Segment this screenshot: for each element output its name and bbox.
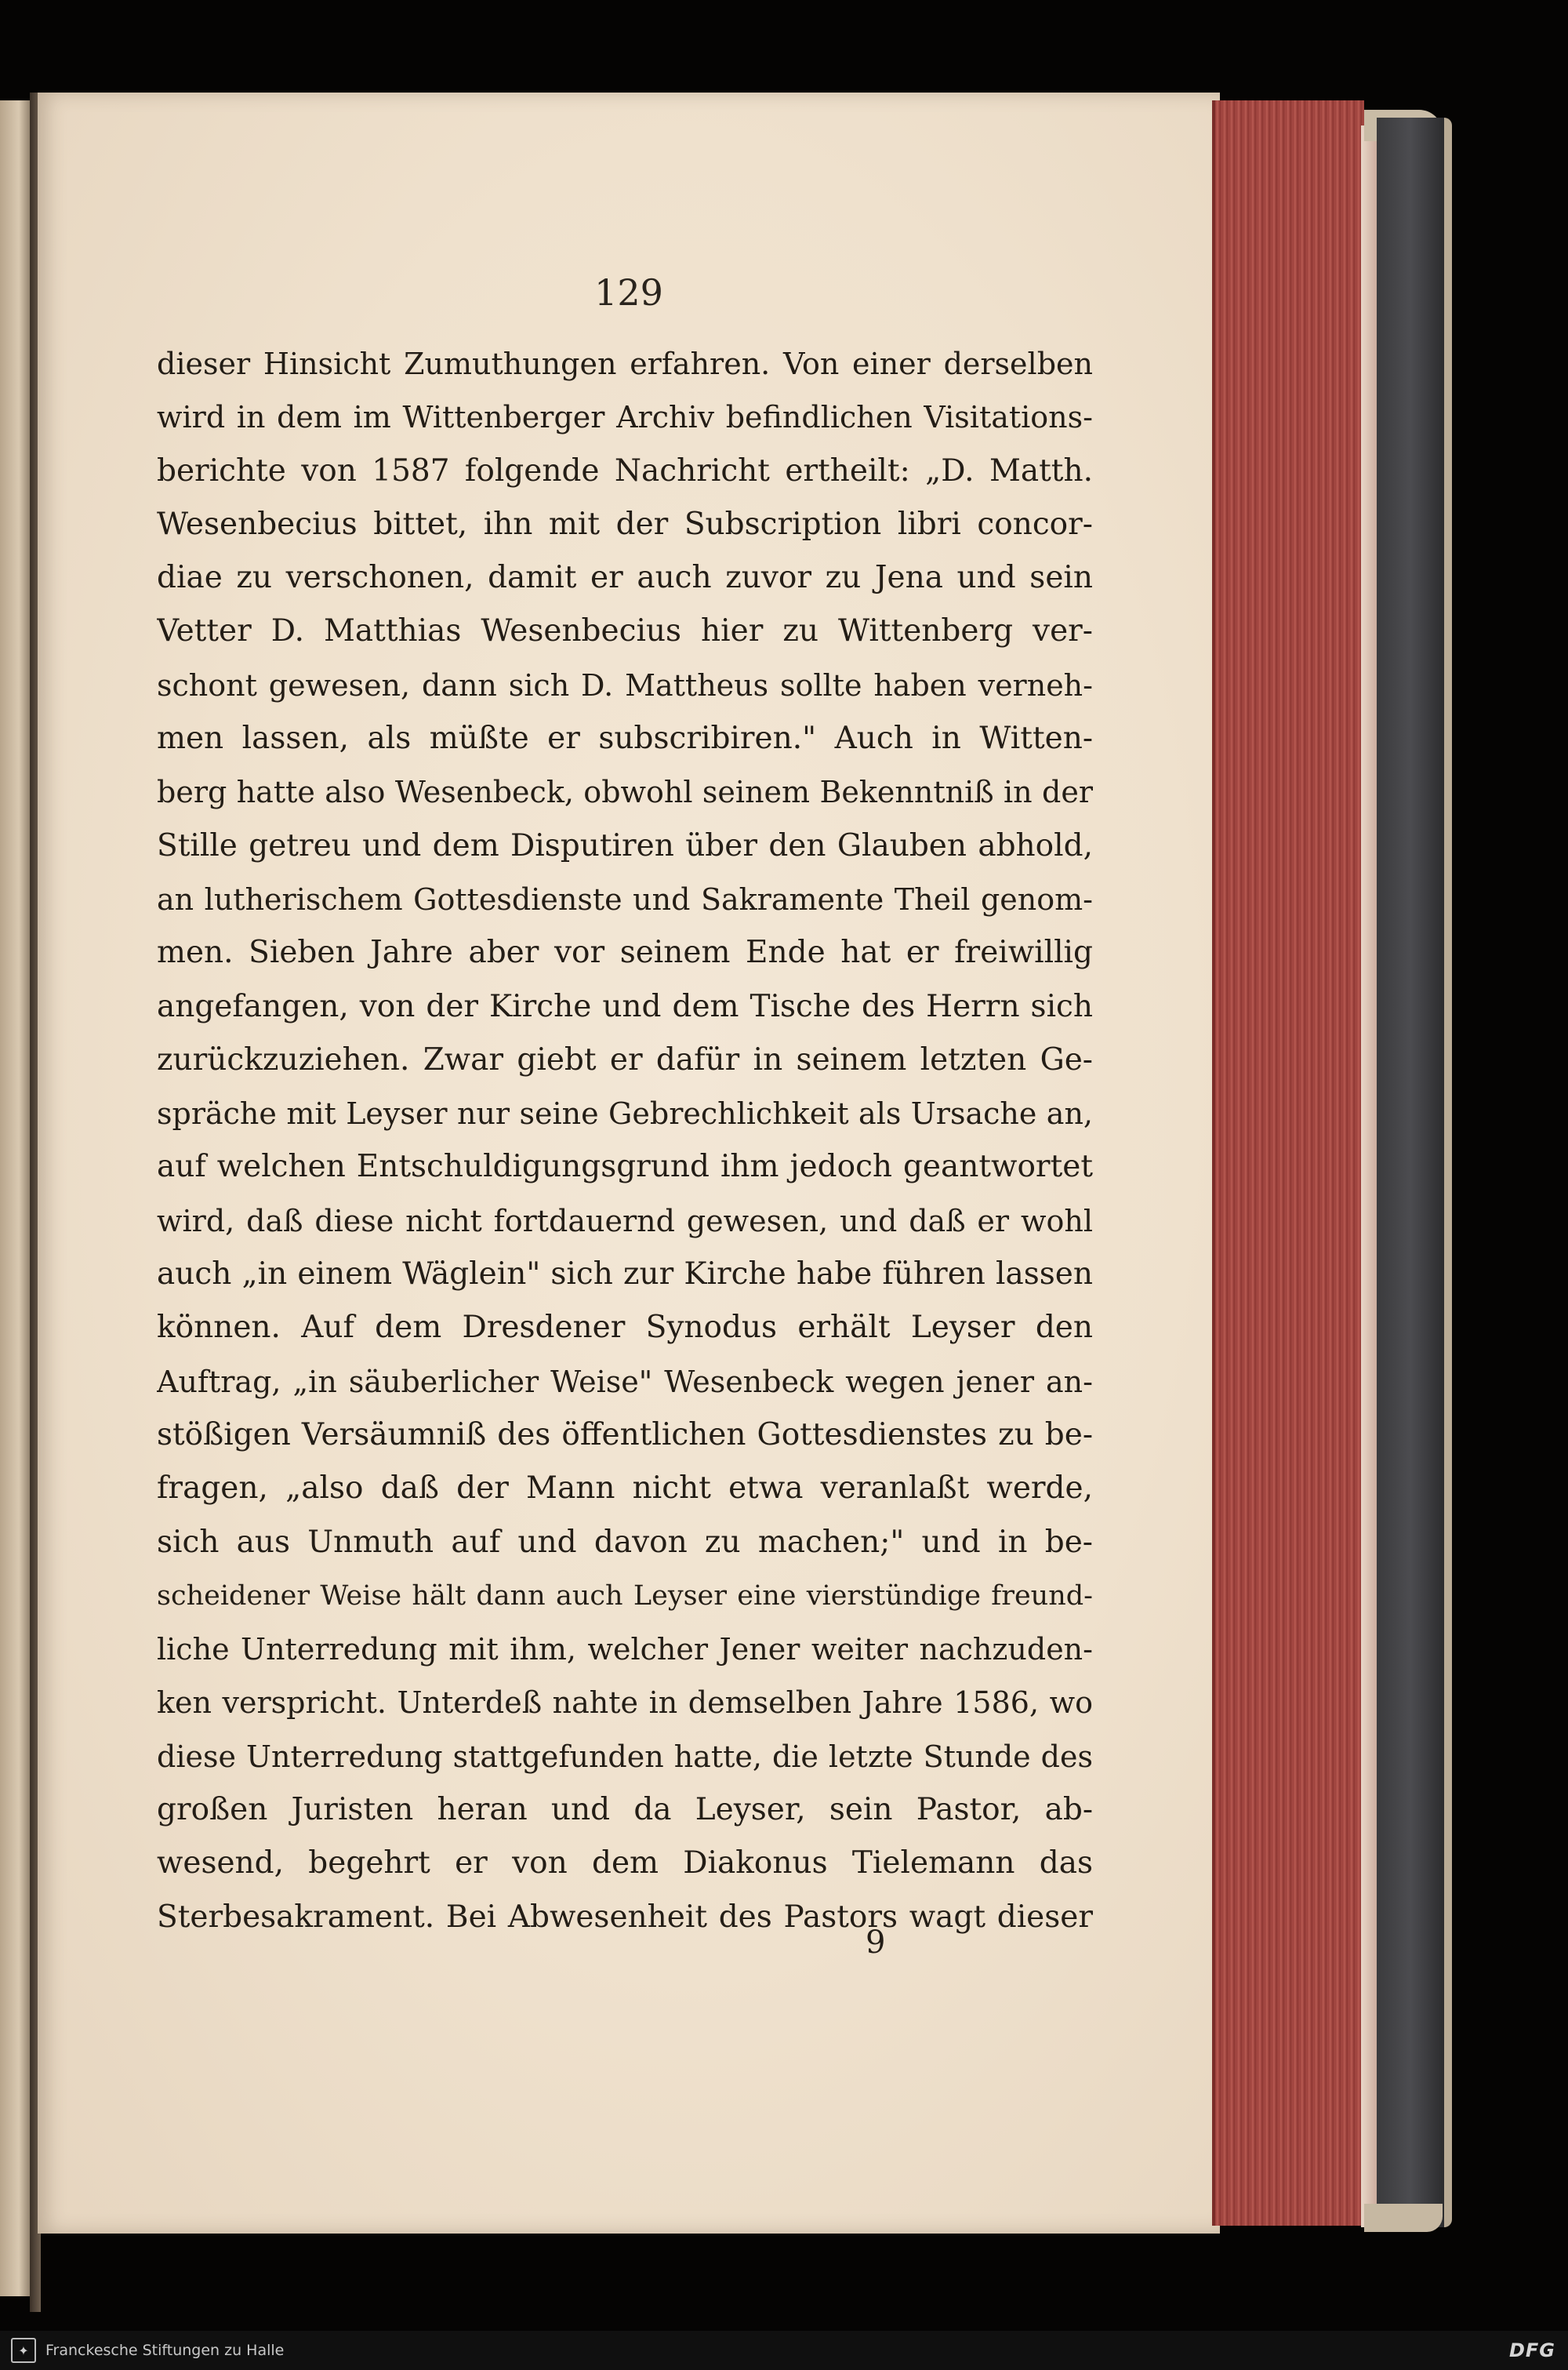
text-line: zurückzuziehen. Zwar giebt er dafür in seinem letzten Ge-: [157, 1041, 1093, 1078]
viewer-footer: [0, 2331, 1568, 2370]
text-line: Sterbesakrament. Bei Abwesenheit des Pastors wagt dieser: [157, 1899, 1093, 1935]
text-line: wird in dem im Wittenberger Archiv befindlichen Visitations-: [157, 400, 1093, 435]
text-line: diese Unterredung stattgefunden hatte, die letzte Stunde des: [157, 1739, 1093, 1774]
text-line: diae zu verschonen, damit er auch zuvor zu Jena und sein: [157, 560, 1093, 596]
previous-page-edge: [0, 100, 31, 2296]
text-line: Vetter D. Matthias Wesenbecius hier zu Wittenberg ver-: [157, 613, 1093, 649]
text-line: auf welchen Entschuldigungsgrund ihm jedoch geantwortet: [157, 1149, 1093, 1185]
page-edges-red: [1212, 100, 1364, 2226]
book-page: [38, 93, 1220, 2234]
text-line: an lutherischem Gottesdienste und Sakramente Theil genom-: [157, 881, 1093, 917]
text-line: scheidener Weise hält dann auch Leyser eine vierstündige freund-: [157, 1579, 1093, 1612]
text-line: men. Sieben Jahre aber vor seinem Ende hat er freiwillig: [157, 935, 1093, 971]
text-line: fragen, „also daß der Mann nicht etwa veranlaßt werde,: [157, 1470, 1093, 1507]
text-line: berg hatte also Wesenbeck, obwohl seinem Bekenntniß in der: [157, 775, 1093, 810]
page-text: [157, 337, 1093, 1944]
text-line: können. Auf dem Dresdener Synodus erhält Leyser den: [157, 1310, 1093, 1346]
page-number: 129: [594, 271, 663, 314]
book-cover: [1377, 118, 1452, 2227]
franckesche-logo-icon: ✦: [11, 2338, 36, 2363]
text-line: angefangen, von der Kirche und dem Tische des Herrn sich: [157, 988, 1093, 1024]
text-line: ken verspricht. Unterdeß nahte in demselben Jahre 1586, wo: [157, 1685, 1093, 1721]
text-line: Auftrag, „in säuberlicher Weise" Wesenbeck wegen jener an-: [157, 1364, 1093, 1399]
text-line: Stille getreu und dem Disputiren über den Glauben abhold,: [157, 827, 1093, 863]
institution-name: Franckesche Stiftungen zu Halle: [45, 2342, 285, 2359]
text-line: schont gewesen, dann sich D. Mattheus sollte haben verneh-: [157, 667, 1093, 703]
text-line: wesend, begehrt er von dem Diakonus Tielemann das: [157, 1845, 1093, 1881]
text-line: liche Unterredung mit ihm, welcher Jener weiter nachzuden-: [157, 1632, 1093, 1667]
text-line: men lassen, als müßte er subscribiren." Auch in Witten-: [157, 721, 1093, 757]
text-line: Wesenbecius bittet, ihn mit der Subscription libri concor-: [157, 506, 1093, 542]
printer-signature: 9: [866, 1925, 886, 1961]
text-line: berichte von 1587 folgende Nachricht ertheilt: „D. Matth.: [157, 453, 1093, 489]
text-line: großen Juristen heran und da Leyser, sein Pastor, ab-: [157, 1792, 1093, 1828]
page-edges-light: [1361, 125, 1378, 2227]
text-line: spräche mit Leyser nur seine Gebrechlichkeit als Ursache an,: [157, 1096, 1093, 1132]
text-line: wird, daß diese nicht fortdauernd gewesen, und daß er wohl: [157, 1203, 1093, 1238]
cover-corner-bottom: [1364, 2204, 1443, 2232]
footer-institution: [0, 2338, 284, 2363]
text-line: sich aus Unmuth auf und davon zu machen;" und in be-: [157, 1524, 1093, 1560]
text-line: auch „in einem Wäglein" sich zur Kirche habe führen lassen: [157, 1256, 1093, 1292]
dfg-logo: DFG: [1508, 2339, 1555, 2361]
text-line: stößigen Versäumniß des öffentlichen Gottesdienstes zu be-: [157, 1416, 1093, 1452]
text-line: dieser Hinsicht Zumuthungen erfahren. Von einer derselben: [157, 347, 1093, 381]
